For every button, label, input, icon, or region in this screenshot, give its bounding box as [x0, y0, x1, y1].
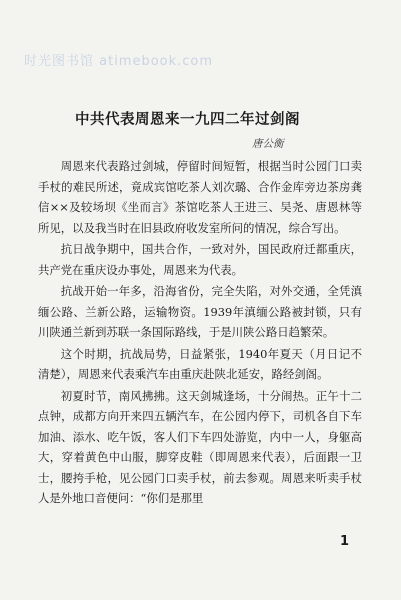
page-title: 中共代表周恩来一九四二年过剑阁	[75, 112, 300, 128]
page-number: 1	[340, 534, 350, 549]
article-body	[38, 156, 362, 510]
paragraph-5: 初夏时节，南风拂拂。这天剑城逢场，十分闹热。正午十二点钟，成都方向开来四五辆汽车，在公园内停下，司机各自下车加油、添水、吃午饭，客人们下车四处游览，内中一人，身躯高大，穿着黄色中山服，脚穿皮鞋（即周恩来代表），后面跟一卫士，腰挎手枪，见公园门口卖手杖，前去参观。周恩来听卖手杖人是外地口音便问：“你们是那里	[38, 388, 362, 505]
author-byline: 唐公衡	[252, 138, 284, 150]
paragraph-1: 周恩来代表路过剑城，停留时间短暂，根据当时公园门口卖手杖的难民所述，竟成宾馆吃茶人刘次璐、合作金库旁边茶房龚信××及较场坝《坐而言》茶馆吃茶人王进三、吴尧、唐恩林等所见，以及我当时在旧县政府收发室所问的情况，综合写出。	[38, 159, 362, 235]
watermark: 时光图书馆 atimebook.com	[24, 54, 214, 69]
paragraph-2: 抗日战争期中，国共合作，一致对外，国民政府迁都重庆，共产党在重庆设办事处，周恩来为代表。	[38, 242, 362, 277]
paragraph-3: 抗战开始一年多，沿海省份，完全失陷，对外交通，全凭滇缅公路、兰新公路，运输物资。1939年滇缅公路被封锁，只有川陕通兰新到苏联一条国际路线，于是川陕公路日趋繁荣。	[38, 284, 362, 339]
paragraph-4: 这个时期，抗战局势，日益紧张，1940年夏天（月日记不清楚），周恩来代表乘汽车由重庆赴陕北延安，路经剑阁。	[38, 346, 362, 381]
